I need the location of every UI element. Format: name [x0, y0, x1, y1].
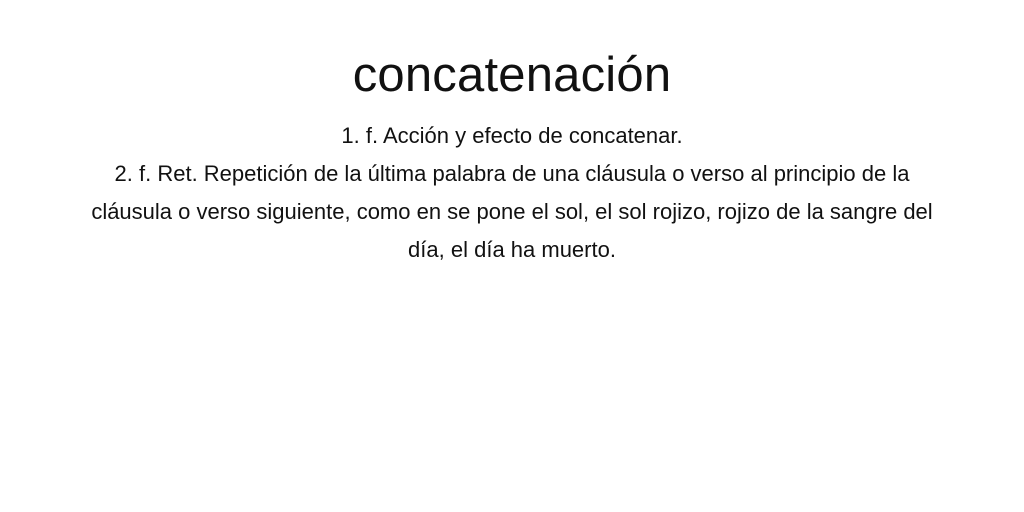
headword: concatenación [352, 48, 672, 102]
definition-1: 1. f. Acción y efecto de concatenar. [341, 123, 683, 148]
definition-2: 2. f. Ret. Repetición de la última palabra de una cláusula o verso al principio de la cláusula o verso siguiente, como en se pone el sol, el sol rojizo, rojizo de la sangre del día, el día ha muerto. [91, 161, 933, 262]
definitions-list [72, 117, 952, 269]
